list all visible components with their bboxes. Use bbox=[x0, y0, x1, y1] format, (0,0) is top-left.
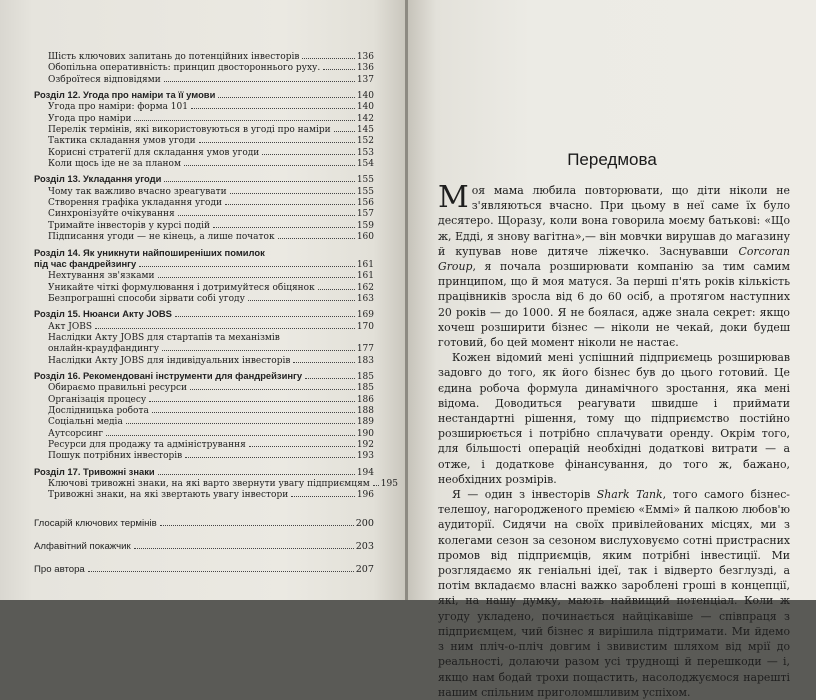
toc-page-number: 137 bbox=[356, 74, 374, 85]
toc-entry-title: Створення графіка укладання угоди bbox=[48, 198, 223, 209]
paragraph-text: оя мама любила повторювати, що діти ніколи не з'являються вчасно. При цьому в неї саме їх було десятеро. Щоразу, коли вона говорила моєму батькові: «Що ж, Едді, я знову вагітна»,— він мовчки вирушав до магазину й купував нове дитяче ліжечко. Заснувавши bbox=[438, 184, 790, 258]
toc-entry-title: Ключові тривожні знаки, на які варто звернути увагу підприємцям bbox=[48, 479, 370, 490]
toc-entry bbox=[34, 406, 374, 417]
toc-entry bbox=[34, 125, 374, 136]
toc-leader-dots bbox=[302, 58, 354, 59]
toc-page-number: 185 bbox=[356, 371, 374, 382]
toc-entry bbox=[34, 283, 374, 294]
toc-page-number: 170 bbox=[356, 321, 374, 332]
toc-page-number: 159 bbox=[356, 220, 374, 231]
toc-page-number: 161 bbox=[356, 271, 374, 282]
toc-page-number: 195 bbox=[380, 479, 398, 490]
toc-page-number: 194 bbox=[356, 467, 374, 478]
toc-entry-title: Організація процесу bbox=[48, 394, 147, 405]
paragraph-text: , я почала розширювати компанію за тим самим принципом, що й моя матуся. За перші п'ять років кількість працівників зросла від 6 до 60 осіб, а протягом наступних 20 років — до 1000. Я не боялася, адже знала секрет: якщо хочеш розширити бізнес — ніколи не чекай, доки будеш готовий, бо цей момент ніколи не настає. bbox=[438, 260, 790, 350]
toc-page-number: 160 bbox=[356, 232, 374, 243]
toc-page-number: 162 bbox=[356, 282, 374, 293]
toc-entry bbox=[34, 209, 374, 220]
toc-leader-dots bbox=[334, 131, 355, 132]
toc-leader-dots bbox=[184, 165, 355, 166]
toc-page-number: 155 bbox=[356, 186, 374, 197]
toc-page-number: 153 bbox=[356, 147, 374, 158]
toc-entry bbox=[34, 451, 374, 462]
toc-entry-title: Глосарій ключових термінів bbox=[34, 517, 157, 529]
toc-page-number: 145 bbox=[356, 125, 374, 136]
toc-entry-title: Дослідницька робота bbox=[48, 405, 149, 416]
toc-entry bbox=[34, 370, 374, 383]
toc-page-number: 196 bbox=[356, 490, 374, 501]
show-name: Shark Tank bbox=[596, 488, 663, 502]
toc-entry-title: Озброїтеся відповідями bbox=[48, 74, 161, 85]
toc-leader-dots bbox=[305, 378, 355, 379]
toc-leader-dots bbox=[318, 289, 355, 290]
toc-entry bbox=[34, 308, 374, 321]
toc-entry bbox=[34, 417, 374, 428]
toc-leader-dots bbox=[152, 412, 355, 413]
drop-cap: М bbox=[438, 180, 469, 215]
toc-page-number: 156 bbox=[356, 198, 374, 209]
toc-entry bbox=[34, 322, 374, 333]
toc-leader-dots bbox=[134, 548, 354, 549]
toc-entry-title: Розділ 15. Нюанси Акту JOBS bbox=[34, 308, 172, 320]
toc-entry bbox=[34, 173, 374, 186]
toc-entry-title: Корисні стратегії для складання умов угоди bbox=[48, 147, 260, 158]
toc-entry-title: онлайн-краудфандингу bbox=[48, 344, 160, 355]
toc-page-number: 140 bbox=[356, 102, 374, 113]
toc-entry bbox=[34, 333, 374, 344]
toc-entry-title: Розділ 17. Тривожні знаки bbox=[34, 465, 155, 477]
toc-leader-dots bbox=[95, 328, 355, 329]
toc-leader-dots bbox=[158, 277, 355, 278]
toc-entry-title: Підписання угоди — не кінець, а лише початок bbox=[48, 232, 275, 243]
toc-entry-title: Пошук потрібних інвесторів bbox=[48, 451, 183, 462]
toc-entry-title: Розділ 16. Рекомендовані інструменти для фандрейзингу bbox=[34, 369, 303, 381]
toc-entry bbox=[34, 187, 374, 198]
toc-entry bbox=[34, 159, 374, 170]
toc-entry-title: Наслідки Акту JOBS для індивідуальних інвесторів bbox=[48, 355, 291, 366]
toc-page-number: 152 bbox=[356, 136, 374, 147]
toc-page-number: 207 bbox=[355, 564, 374, 576]
toc-entry-title: Угода про наміри: форма 101 bbox=[48, 102, 188, 113]
toc-entry bbox=[34, 271, 374, 282]
toc-entry-title: Нехтування зв'язками bbox=[48, 271, 155, 282]
toc-page-number: 155 bbox=[356, 175, 374, 186]
toc-entry bbox=[34, 356, 374, 367]
toc-leader-dots bbox=[373, 485, 379, 486]
toc-entry bbox=[34, 75, 374, 86]
toc-entry-title: Безпрограшні способи зірвати собі угоду bbox=[48, 293, 245, 304]
toc-page-number: 142 bbox=[356, 113, 374, 124]
toc-leader-dots bbox=[126, 423, 355, 424]
toc-entry-title: Тактика складання умов угоди bbox=[48, 136, 196, 147]
toc-entry bbox=[34, 479, 398, 490]
toc-page-number: 140 bbox=[356, 91, 374, 102]
table-of-contents bbox=[34, 52, 398, 576]
toc-leader-dots bbox=[230, 193, 355, 194]
toc-leader-dots bbox=[248, 300, 355, 301]
toc-leader-dots bbox=[106, 435, 355, 436]
toc-entry bbox=[34, 102, 374, 113]
toc-entry bbox=[34, 518, 374, 529]
toc-entry-title: Шість ключових запитань до потенційних інвесторів bbox=[48, 52, 300, 62]
toc-leader-dots bbox=[160, 525, 354, 526]
toc-leader-dots bbox=[190, 389, 355, 390]
toc-leader-dots bbox=[164, 181, 354, 182]
toc-leader-dots bbox=[278, 238, 355, 239]
paragraph bbox=[438, 487, 790, 700]
toc-leader-dots bbox=[134, 120, 354, 121]
toc-entry-title: Аутсорсинг bbox=[48, 428, 104, 439]
toc-leader-dots bbox=[191, 108, 355, 109]
toc-entry-title: Угода про наміри bbox=[48, 113, 132, 124]
company-name: Corcoran Group bbox=[438, 244, 790, 274]
toc-entry bbox=[34, 258, 374, 271]
toc-entry bbox=[34, 429, 374, 440]
toc-entry bbox=[34, 466, 374, 479]
toc-entry bbox=[34, 148, 374, 159]
toc-entry bbox=[34, 221, 374, 232]
toc-entry-title: Розділ 13. Укладання угоди bbox=[34, 173, 162, 185]
toc-page-number: 192 bbox=[356, 440, 374, 450]
toc-leader-dots bbox=[262, 154, 355, 155]
toc-entry bbox=[34, 232, 374, 243]
toc-leader-dots bbox=[199, 142, 355, 143]
toc-leader-dots bbox=[158, 474, 355, 475]
toc-entry-title: Чому так важливо вчасно зреагувати bbox=[48, 186, 227, 197]
toc-entry-title: Соціальні медіа bbox=[48, 417, 123, 428]
toc-page-number: 177 bbox=[356, 344, 374, 355]
paragraph: Кожен відомий мені успішний підприємець розширював задовго до того, як його бізнес був до цього готовий. Це єдина робоча формула динамічного зростання, яка мені відома. Доводиться реагувати швидше і приймати нестандартні рішення, тому що підприємство постійно розширюється і потрібно сплачувати оренду. Окрім того, для більшості операцій необхідні додаткові витрати — а отже, і додаткове фінансування, до того ж, бажано, необхідних розмірів. bbox=[438, 351, 790, 486]
toc-entry-title: Тривожні знаки, на які звертають увагу інвестори bbox=[48, 490, 289, 501]
toc-leader-dots bbox=[291, 496, 355, 497]
toc-leader-dots bbox=[323, 69, 355, 70]
toc-entry-title: Ресурси для продажу та адміністрування bbox=[48, 440, 246, 450]
toc-entry bbox=[34, 344, 374, 355]
toc-leader-dots bbox=[185, 457, 355, 458]
toc-entry-title: Перелік термінів, які використовуються в угоді про наміри bbox=[48, 125, 331, 136]
toc-entry bbox=[34, 541, 374, 552]
right-page bbox=[408, 0, 816, 699]
toc-entry bbox=[34, 490, 374, 501]
toc-entry-title: Наслідки Акту JOBS для стартапів та механізмів bbox=[48, 332, 280, 343]
toc-entry bbox=[34, 440, 374, 451]
toc-entry-title: Розділ 14. Як уникнути найпоширеніших помилок bbox=[34, 246, 265, 258]
toc-leader-dots bbox=[213, 227, 355, 228]
toc-page-number: 136 bbox=[356, 52, 374, 62]
toc-page-number: 163 bbox=[356, 293, 374, 304]
toc-leader-dots bbox=[88, 571, 354, 572]
toc-page-number: 188 bbox=[356, 405, 374, 416]
toc-leader-dots bbox=[162, 350, 355, 351]
toc-entry-title: Розділ 12. Угода про наміри та її умови bbox=[34, 89, 216, 101]
paragraph-text: , того самого бізнес-телешоу, нагородженого премією «Еммі» й палкою любов'ю аудиторії. Сидячи на своїх привілейованих місцях, ми з колегами сезон за сезоном вислуховуємо сотні пристрасних промов від підприємців, яким потрібні інвестиції. Ми розглядаємо як геніальні ідеї, так і відверто безглузді, а потім вкладаємо власні важко зароблені гроші в концепції, які, на нашу думку, мають найвищий потенціал. Коли ж угоду укладено, починається найцікавіше — співпраця з підприємцем, чий бізнес я вирішила підтримати. Ми йдемо з ним пліч-о-пліч довгим і звивистим шляхом від мрії до реальності, долаючи разом усі труднощі й перешкоди — і, якщо нам бодай трохи пощастить, насолоджуємося нарешті нашим спільним приголомшливим успіхом. bbox=[438, 488, 790, 699]
toc-leader-dots bbox=[175, 316, 355, 317]
toc-page-number: 136 bbox=[356, 63, 374, 74]
toc-page-number: 161 bbox=[356, 259, 374, 270]
toc-entry-title: під час фандрейзингу bbox=[34, 257, 137, 269]
toc-entry-title: Алфавітний покажчик bbox=[34, 541, 131, 553]
toc-entry bbox=[34, 247, 374, 258]
toc-page-number: 203 bbox=[355, 541, 374, 553]
left-page bbox=[0, 0, 406, 600]
toc-leader-dots bbox=[149, 401, 355, 402]
toc-entry-title: Акт JOBS bbox=[48, 321, 93, 332]
page-heading: Передмова bbox=[567, 150, 657, 169]
toc-entry bbox=[34, 564, 374, 575]
toc-entry bbox=[34, 52, 374, 63]
paragraph-text: Я — один з інвесторів bbox=[452, 488, 597, 502]
toc-leader-dots bbox=[139, 266, 355, 267]
toc-entry-title: Обопільна оперативність: принцип двостороннього руху. bbox=[48, 63, 321, 74]
toc-page-number: 157 bbox=[356, 209, 374, 220]
toc-page-number: 200 bbox=[355, 517, 374, 529]
toc-entry-title: Уникайте чіткі формулювання і дотримуйтеся обіцянок bbox=[48, 282, 315, 293]
toc-entry bbox=[34, 198, 374, 209]
paragraph bbox=[438, 180, 790, 350]
toc-entry bbox=[34, 63, 374, 74]
toc-leader-dots bbox=[293, 362, 354, 363]
toc-entry-title: Про автора bbox=[34, 564, 85, 576]
toc-page-number: 154 bbox=[356, 159, 374, 170]
toc-page-number: 169 bbox=[356, 310, 374, 321]
toc-leader-dots bbox=[225, 204, 355, 205]
toc-entry bbox=[34, 383, 374, 394]
toc-leader-dots bbox=[164, 81, 355, 82]
toc-entry-title: Обираємо правильні ресурси bbox=[48, 383, 188, 394]
toc-entry bbox=[34, 395, 374, 406]
toc-entry-title: Тримайте інвесторів у курсі подій bbox=[48, 220, 211, 231]
toc-entry bbox=[34, 136, 374, 147]
toc-page-number: 189 bbox=[356, 417, 374, 428]
toc-leader-dots bbox=[178, 215, 355, 216]
toc-entry bbox=[34, 114, 374, 125]
toc-page-number: 190 bbox=[356, 428, 374, 439]
toc-page-number: 185 bbox=[356, 383, 374, 394]
preface-body bbox=[438, 180, 790, 700]
toc-leader-dots bbox=[249, 446, 355, 447]
toc-leader-dots bbox=[218, 97, 354, 98]
toc-page-number: 183 bbox=[356, 355, 374, 366]
toc-page-number: 193 bbox=[356, 451, 374, 462]
toc-entry-title: Коли щось іде не за планом bbox=[48, 159, 181, 170]
toc-page-number: 186 bbox=[356, 394, 374, 405]
toc-entry-title: Синхронізуйте очікування bbox=[48, 209, 175, 220]
toc-entry bbox=[34, 89, 374, 102]
toc-entry bbox=[34, 294, 374, 305]
